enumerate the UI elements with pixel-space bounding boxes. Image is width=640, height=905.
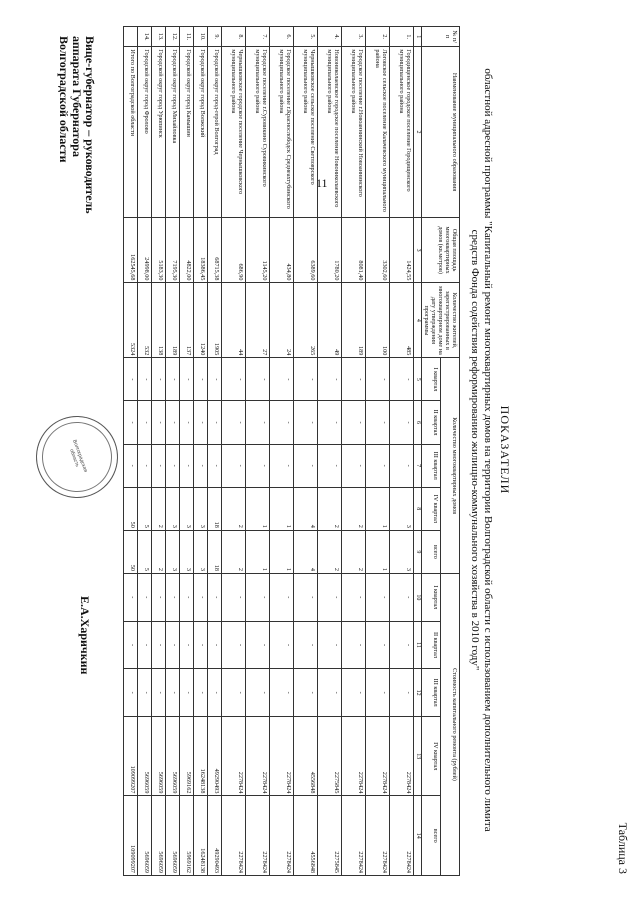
cell-c3: - <box>318 669 342 717</box>
cell-c3: - <box>270 669 294 717</box>
cell-h3: - <box>124 444 138 487</box>
cell-n: 7. <box>246 27 270 47</box>
cell-name: Городское поселение г.Новоаннинский Новоаннинского муниципального района <box>342 47 366 217</box>
table-row <box>342 27 366 876</box>
document-title: ПОКАЗАТЕЛИ <box>498 405 512 495</box>
cell-ct: 2278424 <box>366 796 390 876</box>
cell-res: 100 <box>366 283 390 358</box>
cell-n: 12. <box>166 27 180 47</box>
cell-h2: - <box>318 401 342 444</box>
cell-name: Городской округ город Волжский <box>194 47 208 217</box>
column-index-cell: 9 <box>414 530 422 573</box>
cell-ct: 5969162 <box>180 796 194 876</box>
cell-res: 189 <box>342 283 366 358</box>
cell-ht: 5 <box>138 530 152 573</box>
cell-c1: - <box>180 574 194 622</box>
cell-area: 24998,00 <box>138 217 152 283</box>
header-cost-q4: IV квартал <box>422 716 441 795</box>
cell-h2: - <box>124 401 138 444</box>
cell-ht: 18 <box>208 530 222 573</box>
table-row <box>124 27 138 876</box>
cell-ht: 2 <box>222 530 246 573</box>
cell-h2: - <box>294 401 318 444</box>
column-index-row <box>414 27 422 876</box>
cell-ct: 5696059 <box>166 796 180 876</box>
cell-ht: 1 <box>366 530 390 573</box>
cell-h2: - <box>246 401 270 444</box>
cell-area: 6389,60 <box>294 217 318 283</box>
cell-h1: - <box>246 358 270 401</box>
cell-n: 3. <box>342 27 366 47</box>
cell-c4: 5696059 <box>152 716 166 795</box>
header-municipality: Наименование муниципального образования <box>422 47 460 217</box>
cell-c4: 4556848 <box>294 716 318 795</box>
table-row <box>138 27 152 876</box>
cell-n: 9. <box>208 27 222 47</box>
cell-area: 8081,40 <box>342 217 366 283</box>
cell-name: Итого по Волгоградской области <box>124 47 138 217</box>
cell-ht: 3 <box>194 530 208 573</box>
cell-c2: - <box>294 621 318 669</box>
cell-h1: - <box>138 358 152 401</box>
cell-name: Городской округ город Фролово <box>138 47 152 217</box>
cell-c1: - <box>342 574 366 622</box>
column-index-cell: 12 <box>414 669 422 717</box>
cell-c1: - <box>208 574 222 622</box>
cell-res: 49 <box>318 283 342 358</box>
cell-h1: - <box>208 358 222 401</box>
header-cost-q1: I квартал <box>422 574 441 622</box>
cell-c4: 2275845 <box>318 716 342 795</box>
cell-area: 7195,30 <box>166 217 180 283</box>
header-area: Общая площадь многоквартирных домов (кв.метров) <box>422 217 460 283</box>
cell-h4: 3 <box>194 487 208 530</box>
cell-h3: - <box>138 444 152 487</box>
cell-ct: 2278424 <box>246 796 270 876</box>
cell-n: 11. <box>180 27 194 47</box>
cell-c4: 2278424 <box>390 716 414 795</box>
cell-ct: 5696059 <box>138 796 152 876</box>
cell-res: 1905 <box>208 283 222 358</box>
cell-name: Городское поселение г.Суровикино Суровикинского муниципального района <box>246 47 270 217</box>
cell-n: 14. <box>138 27 152 47</box>
cell-res: 265 <box>294 283 318 358</box>
cell-h1: - <box>152 358 166 401</box>
signatory-position: Вице-губернатор – руководитель аппарата Губернатора Волгоградской области <box>57 36 97 214</box>
cell-h4: 2 <box>222 487 246 530</box>
cell-c2: - <box>124 621 138 669</box>
cell-c2: - <box>208 621 222 669</box>
cell-h1: - <box>124 358 138 401</box>
cell-h4: 5 <box>138 487 152 530</box>
cell-c2: - <box>222 621 246 669</box>
cell-h2: - <box>166 401 180 444</box>
cell-c2: - <box>390 621 414 669</box>
cell-h2: - <box>342 401 366 444</box>
cell-ct: 4556848 <box>294 796 318 876</box>
cell-c3: - <box>166 669 180 717</box>
cell-n <box>124 27 138 47</box>
cell-n: 6. <box>270 27 294 47</box>
cell-ct: 2275845 <box>318 796 342 876</box>
column-index-cell: 10 <box>414 574 422 622</box>
cell-c2: - <box>180 621 194 669</box>
table-row <box>194 27 208 876</box>
table-row <box>208 27 222 876</box>
cell-c1: - <box>222 574 246 622</box>
cell-h3: - <box>366 444 390 487</box>
cell-h2: - <box>208 401 222 444</box>
cell-h2: - <box>180 401 194 444</box>
header-cost-q2: II квартал <box>422 621 441 669</box>
table-row <box>294 27 318 876</box>
cell-h1: - <box>180 358 194 401</box>
header-cost-q3: III квартал <box>422 669 441 717</box>
column-index-cell: 14 <box>414 796 422 876</box>
column-index-cell: 6 <box>414 401 422 444</box>
table-row <box>246 27 270 876</box>
cell-h4: 2 <box>318 487 342 530</box>
cell-ht: 1 <box>246 530 270 573</box>
cell-area: 5183,30 <box>152 217 166 283</box>
table-row <box>390 27 414 876</box>
cell-c2: - <box>318 621 342 669</box>
cell-res: 1240 <box>194 283 208 358</box>
cell-h2: - <box>152 401 166 444</box>
cell-h3: - <box>208 444 222 487</box>
cell-n: 4. <box>318 27 342 47</box>
signatory-name: Е.А.Харичкин <box>78 596 92 675</box>
cell-area: 68715,38 <box>208 217 222 283</box>
column-index-cell: 5 <box>414 358 422 401</box>
cell-h3: - <box>294 444 318 487</box>
cell-h3: - <box>222 444 246 487</box>
header-houses-q1: I квартал <box>422 358 441 401</box>
cell-c4: 5696059 <box>166 716 180 795</box>
cell-h4: 3 <box>166 487 180 530</box>
cell-ct: 2278424 <box>270 796 294 876</box>
cell-area: 4822,00 <box>180 217 194 283</box>
cell-c4: 16248138 <box>194 716 208 795</box>
cell-area: 18386,45 <box>194 217 208 283</box>
cell-res: 532 <box>138 283 152 358</box>
rotated-document-sheet <box>32 20 632 880</box>
cell-c1: - <box>294 574 318 622</box>
table-row <box>152 27 166 876</box>
table-row <box>166 27 180 876</box>
cell-c4: 5696059 <box>138 716 152 795</box>
cell-h4: 1 <box>270 487 294 530</box>
cell-c1: - <box>366 574 390 622</box>
cell-ct: 49290493 <box>208 796 222 876</box>
cell-c4: 2278424 <box>246 716 270 795</box>
header-residents: Количество жителей, зарегистрированных в многоквартирном доме на дату утверждения программы <box>422 283 460 358</box>
cell-area: 3302,60 <box>366 217 390 283</box>
column-index-cell: 2 <box>414 47 422 217</box>
cell-c4: 2278424 <box>270 716 294 795</box>
cell-area: 1780,20 <box>318 217 342 283</box>
cell-n: 1. <box>390 27 414 47</box>
cell-c1: - <box>152 574 166 622</box>
cell-c3: - <box>138 669 152 717</box>
table-row <box>318 27 342 876</box>
cell-c2: - <box>166 621 180 669</box>
cell-res: 24 <box>270 283 294 358</box>
cell-c3: - <box>294 669 318 717</box>
cell-ht: 2 <box>152 530 166 573</box>
cell-name: Городское поселение г.Краснослободск Среднеахтубинского муниципального района <box>270 47 294 217</box>
cell-h3: - <box>390 444 414 487</box>
cell-h4: 3 <box>390 487 414 530</box>
cell-name: Городской округ город Михайловка <box>166 47 180 217</box>
indicators-table <box>123 26 460 876</box>
column-index-cell: 1 <box>414 27 422 47</box>
cell-h1: - <box>222 358 246 401</box>
cell-name: Городской округ город Урюпинск <box>152 47 166 217</box>
cell-ht: 4 <box>294 530 318 573</box>
cell-area: 162545,68 <box>124 217 138 283</box>
cell-c3: - <box>390 669 414 717</box>
cell-h1: - <box>294 358 318 401</box>
cell-c2: - <box>194 621 208 669</box>
cell-h3: - <box>246 444 270 487</box>
page-number: 11 <box>316 176 328 190</box>
cell-ht: 3 <box>166 530 180 573</box>
cell-h1: - <box>270 358 294 401</box>
cell-name: Городищенское городское поселение Городищенского муниципального района <box>390 47 414 217</box>
cell-c3: - <box>152 669 166 717</box>
cell-ht: 1 <box>270 530 294 573</box>
cell-c2: - <box>270 621 294 669</box>
table-row <box>366 27 390 876</box>
table-row <box>270 27 294 876</box>
cell-name: Новониколаевское городское поселение Новониколаевского муниципального района <box>318 47 342 217</box>
cell-c3: - <box>366 669 390 717</box>
cell-ht: 2 <box>342 530 366 573</box>
cell-c1: - <box>138 574 152 622</box>
cell-ct: 2278424 <box>222 796 246 876</box>
cell-c2: - <box>342 621 366 669</box>
cell-h1: - <box>390 358 414 401</box>
cell-h4: 2 <box>342 487 366 530</box>
cell-ct: 109099207 <box>124 796 138 876</box>
cell-c4: 5969162 <box>180 716 194 795</box>
column-index-cell: 8 <box>414 487 422 530</box>
cell-res: 44 <box>222 283 246 358</box>
document-subtitle: областной адресной программы "Капитальный ремонт многоквартирных домов на территории Волгоградской области с использованием дополнительного лимита средств Фонда содействия реформированию жилищно-коммунального хозяйства в 2010 году" <box>469 68 494 832</box>
cell-c2: - <box>152 621 166 669</box>
cell-name: Чернышковское городское поселение Чернышковского муниципального района <box>222 47 246 217</box>
cell-h2: - <box>366 401 390 444</box>
header-houses-q2: II квартал <box>422 401 441 444</box>
cell-h1: - <box>166 358 180 401</box>
cell-c4: 49290493 <box>208 716 222 795</box>
cell-c1: - <box>194 574 208 622</box>
cell-h3: - <box>194 444 208 487</box>
cell-ct: 2278424 <box>390 796 414 876</box>
cell-ht: 50 <box>124 530 138 573</box>
column-index-cell: 7 <box>414 444 422 487</box>
cell-res: 138 <box>152 283 166 358</box>
cell-c3: - <box>194 669 208 717</box>
cell-c3: - <box>246 669 270 717</box>
cell-h2: - <box>138 401 152 444</box>
cell-res: 5324 <box>124 283 138 358</box>
cell-c4: 109099207 <box>124 716 138 795</box>
cell-c2: - <box>366 621 390 669</box>
cell-h2: - <box>222 401 246 444</box>
cell-c4: 2278424 <box>222 716 246 795</box>
cell-res: 485 <box>390 283 414 358</box>
table-body <box>124 27 414 876</box>
table-row <box>222 27 246 876</box>
cell-c3: - <box>342 669 366 717</box>
cell-res: 27 <box>246 283 270 358</box>
cell-h1: - <box>194 358 208 401</box>
cell-n: 2. <box>366 27 390 47</box>
cell-c2: - <box>138 621 152 669</box>
cell-ht: 2 <box>318 530 342 573</box>
cell-name: Городской округ город Камышин <box>180 47 194 217</box>
cell-c1: - <box>270 574 294 622</box>
cell-n: 13. <box>152 27 166 47</box>
signature-block <box>32 36 122 876</box>
header-houses-total: всего <box>422 530 441 573</box>
header-houses-q3: III квартал <box>422 444 441 487</box>
cell-h2: - <box>270 401 294 444</box>
cell-n: 8. <box>222 27 246 47</box>
cell-c3: - <box>222 669 246 717</box>
cell-h3: - <box>152 444 166 487</box>
header-num: № п/п <box>422 27 460 47</box>
cell-area: 686,90 <box>222 217 246 283</box>
cell-h1: - <box>342 358 366 401</box>
official-stamp <box>24 404 129 509</box>
cell-h4: 3 <box>180 487 194 530</box>
cell-name: Городской округ город-герой Волгоград <box>208 47 222 217</box>
column-index-cell: 11 <box>414 621 422 669</box>
cell-area: 1145,20 <box>246 217 270 283</box>
column-index-cell: 13 <box>414 716 422 795</box>
cell-c1: - <box>124 574 138 622</box>
cell-h4: 2 <box>152 487 166 530</box>
header-houses-q4: IV квартал <box>422 487 441 530</box>
cell-c1: - <box>318 574 342 622</box>
cell-h4: 1 <box>246 487 270 530</box>
column-index-cell: 3 <box>414 217 422 283</box>
cell-n: 5. <box>294 27 318 47</box>
cell-c4: 2278424 <box>342 716 366 795</box>
cell-h3: - <box>342 444 366 487</box>
cell-h4: 50 <box>124 487 138 530</box>
cell-h3: - <box>318 444 342 487</box>
header-cost-group: Стоимость капитального ремонта (рублей) <box>441 574 460 876</box>
cell-res: 189 <box>166 283 180 358</box>
cell-h1: - <box>318 358 342 401</box>
cell-c3: - <box>180 669 194 717</box>
cell-c2: - <box>246 621 270 669</box>
header-houses-group: Количество многоквартирных домов <box>441 358 460 574</box>
stamp-text: Волгоградская область <box>68 438 89 473</box>
cell-h4: 1 <box>366 487 390 530</box>
cell-name: Логовское сельское поселение Калачевского муниципального района <box>366 47 390 217</box>
cell-h3: - <box>166 444 180 487</box>
cell-h4: 18 <box>208 487 222 530</box>
cell-h2: - <box>390 401 414 444</box>
cell-c3: - <box>124 669 138 717</box>
cell-ct: 16248138 <box>194 796 208 876</box>
cell-h2: - <box>194 401 208 444</box>
cell-area: 1424,55 <box>390 217 414 283</box>
header-cost-total: всего <box>422 796 441 876</box>
cell-c3: - <box>208 669 222 717</box>
cell-h4: 4 <box>294 487 318 530</box>
cell-c1: - <box>166 574 180 622</box>
cell-h1: - <box>366 358 390 401</box>
cell-h3: - <box>270 444 294 487</box>
cell-ht: 3 <box>180 530 194 573</box>
cell-n: 10. <box>194 27 208 47</box>
table-tag: Таблица 3 <box>616 822 630 874</box>
cell-c1: - <box>390 574 414 622</box>
cell-ct: 2278424 <box>342 796 366 876</box>
table-row <box>180 27 194 876</box>
cell-h3: - <box>180 444 194 487</box>
cell-res: 137 <box>180 283 194 358</box>
cell-c4: 2278424 <box>366 716 390 795</box>
cell-area: 434,80 <box>270 217 294 283</box>
cell-ht: 3 <box>390 530 414 573</box>
cell-name: Чернышковское сельское поселение Светлоярского муниципального района <box>294 47 318 217</box>
column-index-cell: 4 <box>414 283 422 358</box>
cell-c1: - <box>246 574 270 622</box>
cell-ct: 5696059 <box>152 796 166 876</box>
